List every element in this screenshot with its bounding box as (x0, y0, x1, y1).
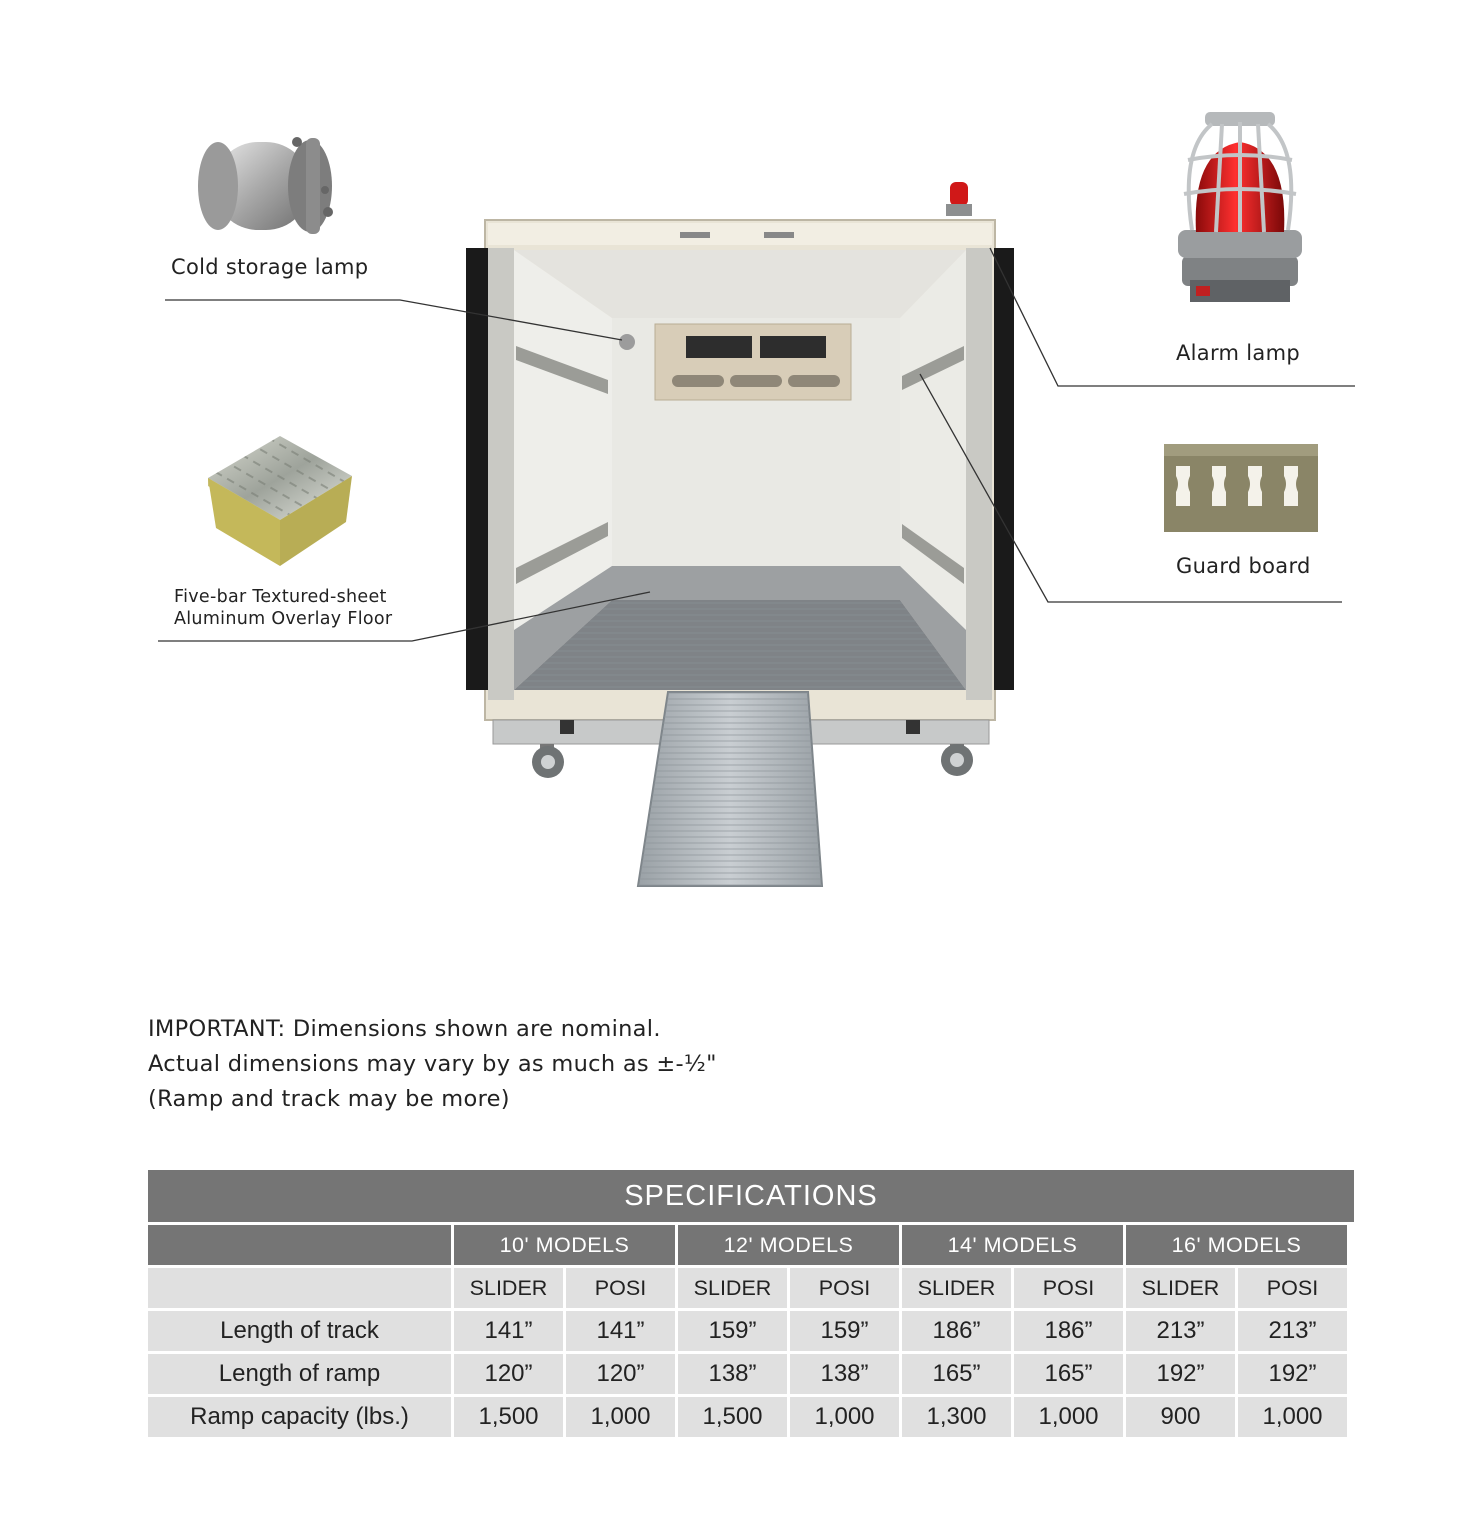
header-empty-cell (148, 1225, 451, 1265)
table-cell: 120” (454, 1354, 563, 1394)
table-cell: 1,000 (566, 1397, 675, 1437)
table-cell: 120” (566, 1354, 675, 1394)
model-header: 10' MODELS (454, 1225, 675, 1265)
subheader-cell: POSI (790, 1268, 899, 1308)
table-cell: 1,000 (1014, 1397, 1123, 1437)
table-row (148, 1311, 1354, 1351)
cold-storage-lamp-image (198, 137, 333, 234)
table-cell: 141” (566, 1311, 675, 1351)
table-cell: 138” (790, 1354, 899, 1394)
model-header: 12' MODELS (678, 1225, 899, 1265)
table-cell: 138” (678, 1354, 787, 1394)
table-cell: 186” (1014, 1311, 1123, 1351)
table-cell: 1,000 (790, 1397, 899, 1437)
cold-storage-box (466, 182, 1014, 778)
model-header: 14' MODELS (902, 1225, 1123, 1265)
row-label: Length of ramp (148, 1354, 451, 1394)
subheader-cell: SLIDER (454, 1268, 563, 1308)
table-cell: 165” (1014, 1354, 1123, 1394)
floor-sample-image (208, 436, 352, 566)
subheader-cell: POSI (1238, 1268, 1347, 1308)
guard-board-image (1164, 444, 1318, 532)
subheader-cell: SLIDER (678, 1268, 787, 1308)
note-line-2: Actual dimensions may vary by as much as ±-½" (148, 1051, 717, 1077)
table-cell: 186” (902, 1311, 1011, 1351)
table-cell: 192” (1238, 1354, 1347, 1394)
table-cell: 1,000 (1238, 1397, 1347, 1437)
row-label: Ramp capacity (lbs.) (148, 1397, 451, 1437)
ramp (638, 692, 822, 886)
note-line-3: (Ramp and track may be more) (148, 1086, 510, 1112)
table-cell: 213” (1238, 1311, 1347, 1351)
table-cell: 213” (1126, 1311, 1235, 1351)
table-cell: 141” (454, 1311, 563, 1351)
model-header-row (148, 1225, 1354, 1265)
table-row (148, 1354, 1354, 1394)
floor-label (174, 586, 392, 630)
note-line-1: IMPORTANT: Dimensions shown are nominal. (148, 1016, 661, 1042)
table-cell: 1,300 (902, 1397, 1011, 1437)
alarm-lamp-label: Alarm lamp (1176, 341, 1300, 365)
subheader-cell: SLIDER (1126, 1268, 1235, 1308)
important-note (148, 1012, 717, 1117)
alarm-lamp-image (1178, 112, 1302, 302)
subheader-cell: POSI (1014, 1268, 1123, 1308)
table-cell: 159” (790, 1311, 899, 1351)
subheader-empty-cell (148, 1268, 451, 1308)
specifications-title: SPECIFICATIONS (148, 1170, 1354, 1222)
floor-label-line2: Aluminum Overlay Floor (174, 609, 393, 629)
table-cell: 165” (902, 1354, 1011, 1394)
specifications-table (148, 1170, 1354, 1437)
table-cell: 1,500 (454, 1397, 563, 1437)
table-cell: 192” (1126, 1354, 1235, 1394)
model-header: 16' MODELS (1126, 1225, 1347, 1265)
table-row (148, 1397, 1354, 1437)
cold-storage-lamp-label: Cold storage lamp (171, 255, 369, 279)
subheader-cell: POSI (566, 1268, 675, 1308)
floor-label-line1: Five-bar Textured-sheet (174, 587, 387, 607)
subheader-row (148, 1268, 1354, 1308)
row-label: Length of track (148, 1311, 451, 1351)
table-cell: 159” (678, 1311, 787, 1351)
table-cell: 900 (1126, 1397, 1235, 1437)
subheader-cell: SLIDER (902, 1268, 1011, 1308)
guard-board-label: Guard board (1176, 554, 1311, 578)
table-cell: 1,500 (678, 1397, 787, 1437)
